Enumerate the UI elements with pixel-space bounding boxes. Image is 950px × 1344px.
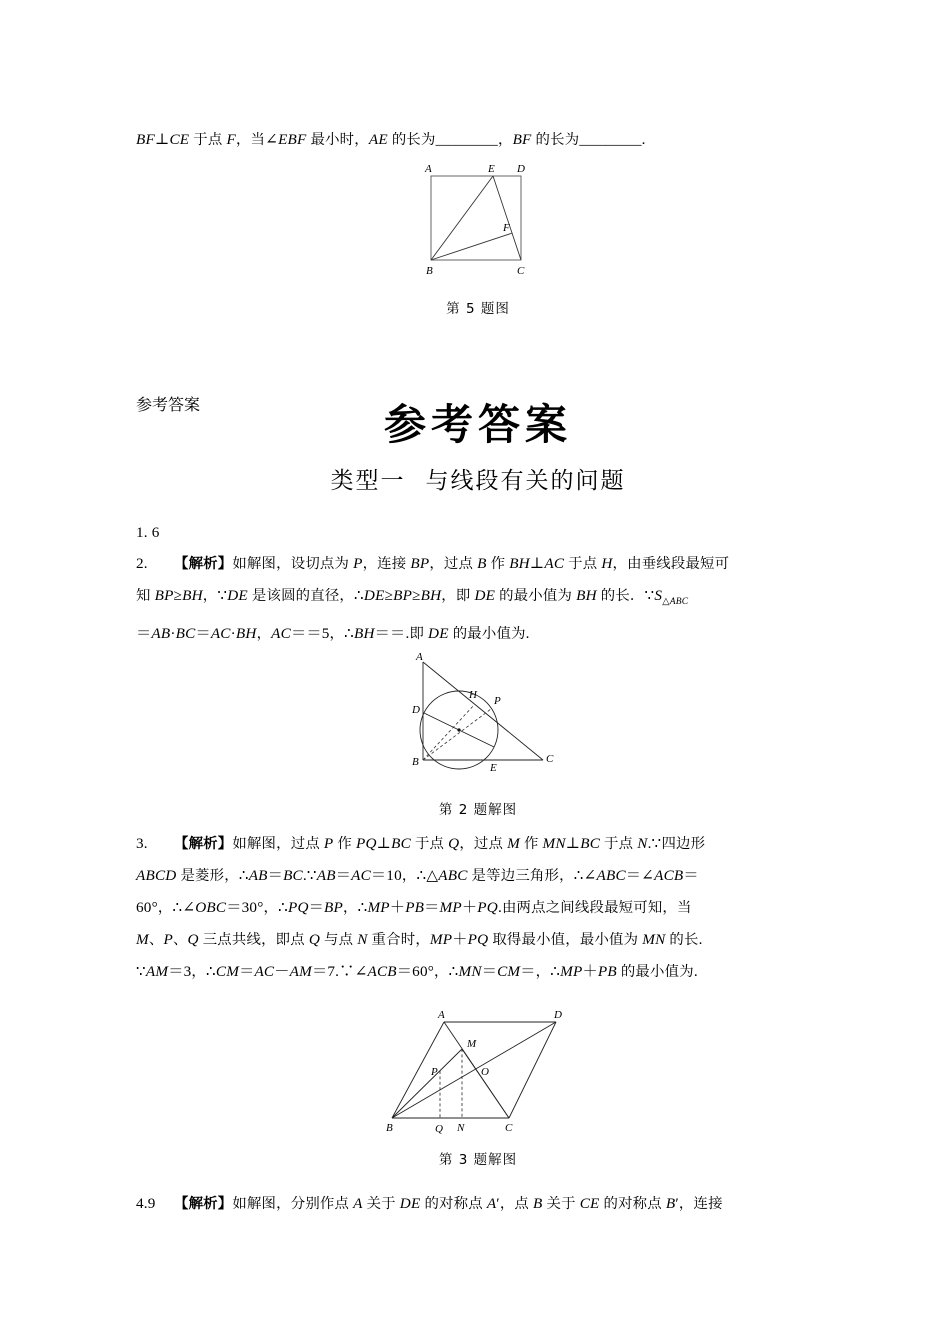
fig5-line-BE [431, 176, 493, 260]
fig3-label-Q: Q [434, 1123, 443, 1135]
answers-heading: 参考答案 [136, 397, 201, 414]
fig3-label-M: M [466, 1038, 476, 1050]
type-number: 类型一 [330, 468, 406, 494]
answer-4-tag: 【解析】 [174, 1196, 233, 1212]
fig5-svg [413, 158, 543, 278]
fig3-label-D: D [553, 1009, 562, 1021]
fig2-label-P: P [493, 695, 501, 707]
fig5-line-EC [493, 176, 521, 260]
fig3-segment-MC [462, 1049, 509, 1118]
fig3-label-P: P [430, 1066, 438, 1078]
type-heading [136, 462, 820, 495]
fig2-svg [391, 652, 566, 787]
fig3-side-DC [509, 1022, 556, 1118]
figure-5-caption: 第 5 题图 [446, 301, 510, 317]
answer-1-text: 1. 6 [136, 524, 160, 541]
fig2-label-A: A [415, 652, 423, 663]
fig3-label-N: N [456, 1122, 464, 1134]
fig3-label-A: A [437, 1009, 445, 1021]
answer-item-2 [136, 548, 826, 650]
figure-problem-5 [136, 158, 820, 317]
answer-2-number: 2. [136, 555, 148, 572]
fig3-diagonal-BD [392, 1022, 556, 1118]
fig5-label-A: A [425, 163, 432, 175]
figure-2-caption: 第 2 题解图 [438, 802, 518, 818]
fig2-label-D: D [411, 704, 420, 716]
fig5-label-C: C [517, 265, 525, 277]
answer-4-line-1: 4.9 【解析】如解图，分别作点 A 关于 DE 的对称点 A′，点 B 关于 CE 的对称点 B′，连接 [136, 1195, 723, 1212]
answer-3-line-3: 60°，∴∠OBC＝30°，∴PQ＝BP，∴MP＋PB＝MP＋PQ.由两点之间线段最短可知，当 [136, 899, 692, 916]
answer-3-line-5: ∵AM＝3，∴CM＝AC－AM＝7.∵∠ACB＝60°，∴MN＝CM＝，∴MP＋PB 的最小值为. [136, 963, 698, 980]
answer-3-tag: 【解析】 [174, 836, 233, 852]
fig2-label-H: H [468, 689, 477, 701]
fig5-square [431, 176, 521, 260]
answer-2-line-3: ＝AB·BC＝AC·BH，AC＝＝5，∴BH＝＝.即 DE 的最小值为. [136, 625, 530, 643]
problem5-tail-line [136, 124, 826, 156]
fig3-label-C: C [504, 1122, 512, 1134]
fig5-label-B: B [426, 265, 433, 277]
problem5-tail-text: BF⊥CE 于点 F，当∠EBF 最小时，AE 的长为________，BF 的长为________. [136, 131, 646, 148]
answer-2-line-1: 2. 【解析】如解图，设切点为 P，连接 BP，过点 B 作 BH⊥AC 于点 H，由垂线段最短可 [136, 548, 826, 580]
answer-3-number: 3. [136, 835, 148, 852]
answer-3-line-1: 3. 【解析】如解图，过点 P 作 PQ⊥BC 于点 Q，过点 M 作 MN⊥BC 于点 N.∵四边形 [136, 828, 826, 860]
answer-3-line-2: ABCD 是菱形，∴AB＝BC.∵AB＝AC＝10，∴△ABC 是等边三角形，∴∠ABC＝∠ACB＝ [136, 867, 699, 884]
fig3-label-O: O [480, 1066, 489, 1078]
fig2-diameter-DE [424, 713, 494, 747]
answer-2-tag: 【解析】 [174, 556, 233, 572]
figure-problem-2 [136, 652, 820, 818]
answer-4-value: 9 [147, 1195, 156, 1212]
fig3-label-B: B [385, 1122, 393, 1134]
type-name: 与线段有关的问题 [425, 468, 626, 494]
answers-title: 参考答案 [383, 400, 572, 449]
fig3-svg [376, 1005, 581, 1140]
figure-problem-3 [136, 1005, 820, 1168]
fig2-label-E: E [489, 762, 497, 774]
answer-2-line-2: 知 BP≥BH，∵DE 是该圆的直径，∴DE≥BP≥BH，即 DE 的最小值为 BH 的长．$\because S_{\triangle ABC}$ [136, 587, 689, 608]
answer-item-1 [136, 517, 826, 548]
fig5-label-D: D [517, 163, 525, 175]
figure-3-caption: 第 3 题解图 [438, 1152, 518, 1168]
fig2-dashed-BH [423, 704, 475, 760]
fig2-dashed-BP [423, 709, 491, 760]
fig2-side-AC [423, 662, 543, 760]
answer-item-4 [136, 1188, 826, 1220]
fig2-label-C: C [545, 753, 553, 765]
fig5-label-F: F [503, 222, 510, 234]
fig2-label-B: B [411, 756, 419, 768]
answer-4-number: 4. [136, 1195, 148, 1212]
answer-item-3 [136, 828, 826, 988]
answer-3-line-4: M、P、Q 三点共线，即点 Q 与点 N 重合时，MP＋PQ 取得最小值，最小值为 MN 的长. [136, 931, 703, 948]
fig5-label-E: E [488, 163, 495, 175]
fig5-line-BF [431, 233, 513, 260]
